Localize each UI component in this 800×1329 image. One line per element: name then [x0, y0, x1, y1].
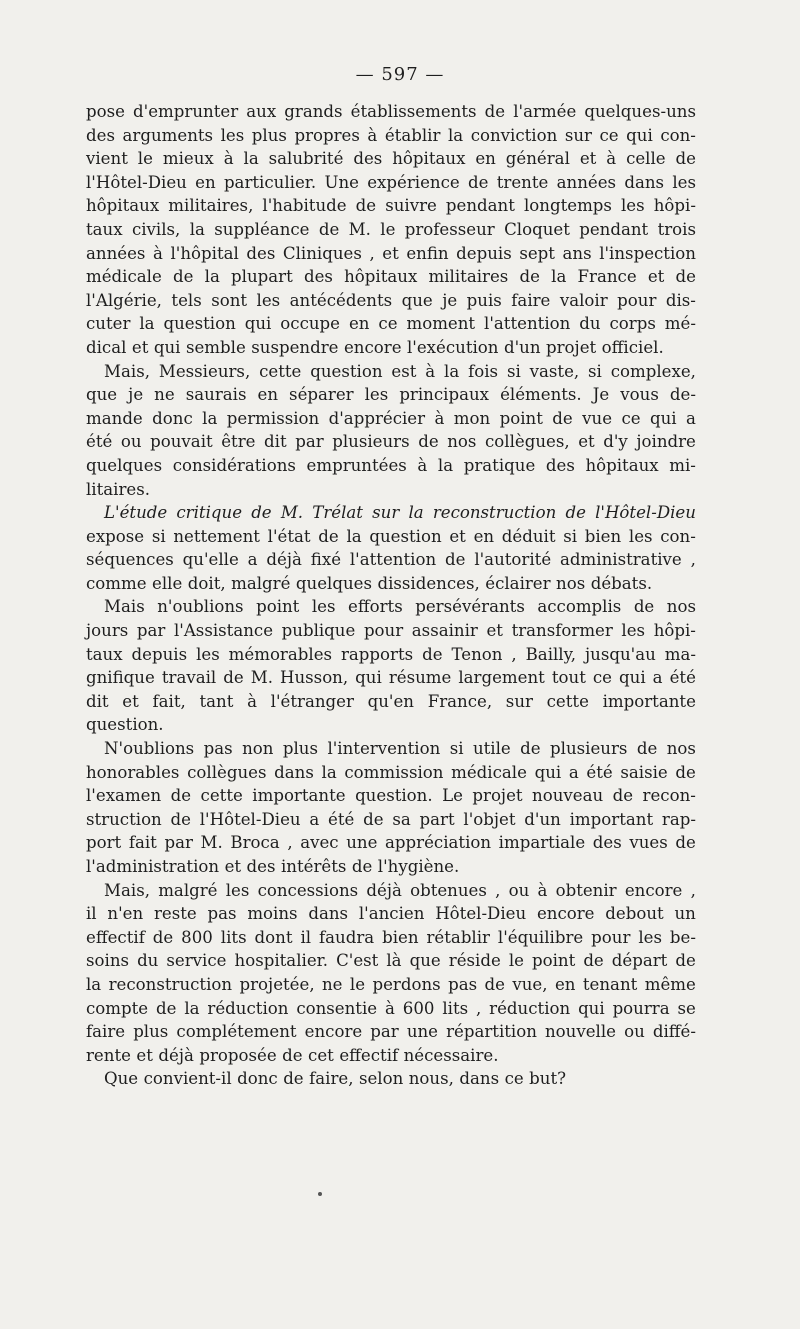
text-line: des arguments les plus propres à établir la conviction sur ce qui con-: [86, 125, 696, 145]
text-line: jours par l'Assistance publique pour assainir et transformer les hôpi-: [86, 621, 696, 641]
text-line: faire plus complétement encore par une répartition nouvelle ou diffé-: [86, 1022, 696, 1042]
text-line: Mais n'oublions point les efforts persévérants accomplis de nos: [104, 597, 696, 617]
text-line: L'étude critique de M. Trélat sur la reconstruction de l'Hôtel-Dieu: [104, 503, 696, 523]
text-line: pose d'emprunter aux grands établissements de l'armée quelques-uns: [86, 102, 696, 121]
text-line: Que convient-il donc de faire, selon nous, dans ce but?: [104, 1069, 567, 1089]
text-line: struction de l'Hôtel-Dieu a été de sa part l'objet d'un important rap-: [86, 809, 696, 829]
text-line: que je ne saurais en séparer les principaux éléments. Je vous de-: [86, 385, 696, 405]
text-line: effectif de 800 lits dont il faudra bien rétablir l'équilibre pour les be-: [86, 927, 696, 947]
page-number: — 597 —: [355, 64, 445, 85]
text-line: litaires.: [86, 479, 151, 499]
text-line: mande donc la permission d'apprécier à mon point de vue ce qui a: [86, 408, 696, 428]
text-line: taux depuis les mémorables rapports de Tenon , Bailly, jusqu'au ma-: [86, 644, 696, 664]
ink-speck: [318, 1192, 322, 1196]
text-line: séquences qu'elle a déjà fixé l'attention de l'autorité administrative ,: [86, 550, 696, 570]
text-line: expose si nettement l'état de la question et en déduit si bien les con-: [86, 526, 696, 546]
text-line: Mais, malgré les concessions déjà obtenues , ou à obtenir encore ,: [104, 880, 696, 900]
text-line: l'administration et des intérêts de l'hygiène.: [86, 857, 460, 876]
text-line: dit et fait, tant à l'étranger qu'en France, sur cette importante: [86, 691, 696, 711]
text-line: l'examen de cette importante question. Le projet nouveau de recon-: [86, 786, 696, 806]
text-line: médicale de la plupart des hôpitaux militaires de la France et de: [86, 267, 696, 287]
text-line: dical et qui semble suspendre encore l'exécution d'un projet officiel.: [86, 337, 664, 357]
text-line: la reconstruction projetée, ne le perdons pas de vue, en tenant même: [86, 974, 696, 994]
text-line: l'Algérie, tels sont les antécédents que je puis faire valoir pour dis-: [86, 290, 696, 310]
body-text: [86, 100, 696, 1091]
text-line: taux civils, la suppléance de M. le professeur Cloquet pendant trois: [86, 219, 696, 239]
text-line: comme elle doit, malgré quelques dissidences, éclairer nos débats.: [86, 573, 653, 593]
text-line: vient le mieux à la salubrité des hôpitaux en général et à celle de: [86, 149, 696, 169]
text-line: rente et déjà proposée de cet effectif nécessaire.: [86, 1045, 499, 1065]
text-line: quelques considérations empruntées à la pratique des hôpitaux mi-: [86, 455, 696, 475]
text-line: années à l'hôpital des Cliniques , et enfin depuis sept ans l'inspection: [86, 243, 696, 263]
text-line: compte de la réduction consentie à 600 lits , réduction qui pourra se: [86, 998, 696, 1018]
text-line: soins du service hospitalier. C'est là que réside le point de départ de: [86, 951, 696, 971]
text-line: port fait par M. Broca , avec une appréciation impartiale des vues de: [86, 833, 696, 853]
text-line: N'oublions pas non plus l'intervention si utile de plusieurs de nos: [104, 739, 696, 759]
text-line: l'Hôtel-Dieu en particulier. Une expérience de trente années dans les: [86, 172, 696, 192]
text-line: Mais, Messieurs, cette question est à la fois si vaste, si complexe,: [104, 361, 696, 381]
text-line: été ou pouvait être dit par plusieurs de nos collègues, et d'y joindre: [86, 432, 696, 452]
text-line: cuter la question qui occupe en ce moment l'attention du corps mé-: [86, 314, 696, 334]
text-line: gnifique travail de M. Husson, qui résume largement tout ce qui a été: [86, 668, 696, 688]
text-line: question.: [86, 715, 164, 735]
text-line: il n'en reste pas moins dans l'ancien Hôtel-Dieu encore debout un: [86, 904, 696, 924]
text-line: honorables collègues dans la commission médicale qui a été saisie de: [86, 762, 696, 782]
text-line: hôpitaux militaires, l'habitude de suivre pendant longtemps les hôpi-: [86, 196, 696, 216]
